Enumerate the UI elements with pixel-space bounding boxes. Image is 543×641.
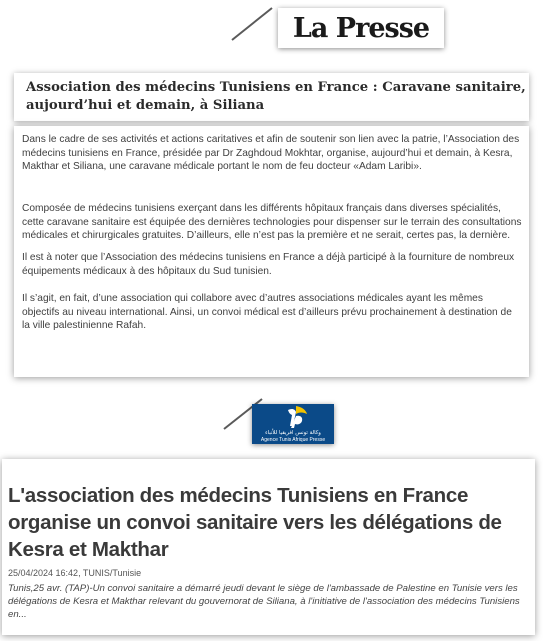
tap-summary: Tunis,25 avr. (TAP)-Un convoi sanitaire a démarré jeudi devant le siège de l'ambassade de Palestine en Tunisie vers les délégations de Kesra et Makthar relevant du gouvernorat de Siliana, à l'initiative de l'association des médecins Tunisiens en... bbox=[8, 583, 520, 620]
la-presse-body-card bbox=[14, 126, 529, 377]
tap-logo-arabic: وكالة تونس افريقيا للأنباء bbox=[265, 430, 321, 436]
article-paragraph: Composée de médecins tunisiens exerçant dans les différents hôpitaux français dans diverses spécialités, cette caravane sanitaire est équipée des dernières technologies pour dispenser sur le terrain des consultations médicales et chirurgicales gratuites. D’ailleurs, elle n’est pas la première et ne serait, certes pas, la dernière. bbox=[22, 203, 522, 242]
la-presse-logo bbox=[278, 8, 444, 48]
la-presse-article-title: Association des médecins Tunisiens en France : Caravane sanitaire, aujourd’hui et demain, à Siliana bbox=[26, 80, 526, 113]
tap-logo-english: Agence Tunis Afrique Presse bbox=[260, 437, 326, 443]
article-paragraph: Il est à noter que l’Association des médecins tunisiens en France a déjà participé à la fourniture de nombreux équipements médicaux à des hôpitaux du Sud tunisien. bbox=[22, 252, 515, 277]
la-presse-title-card bbox=[14, 73, 529, 121]
tap-emblem-icon bbox=[252, 404, 334, 432]
tap-headline[interactable]: L'association des médecins Tunisiens en France organise un convoi sanitaire vers les délégations de Kesra et Makthar bbox=[8, 484, 502, 561]
separator-slash bbox=[230, 6, 274, 42]
la-presse-logo-text: La Presse bbox=[292, 12, 430, 44]
tap-logo bbox=[252, 404, 334, 444]
article-paragraph: Il s’agit, en fait, d’une association qui collabore avec d’autres associations médicales ayant les mêmes objectifs au niveau international. Ainsi, un convoi médical est d’ailleurs prévu prochainement à destination de la ville palestinienne Rafah. bbox=[22, 293, 512, 332]
tap-dateline: 25/04/2024 16:42, TUNIS/Tunisie bbox=[8, 568, 142, 578]
tap-article-card bbox=[2, 459, 535, 635]
article-paragraph: Dans le cadre de ses activités et actions caritatives et afin de soutenir son lien avec la patrie, l’Association des médecins tunisiens en France, présidée par Dr Zaghdoud Mokhtar, organise, aujourd’hui et demain, à Kesra, Makthar et Siliana, une caravane médicale portant le nom de feu docteur «Adam Laribi». bbox=[22, 134, 520, 173]
